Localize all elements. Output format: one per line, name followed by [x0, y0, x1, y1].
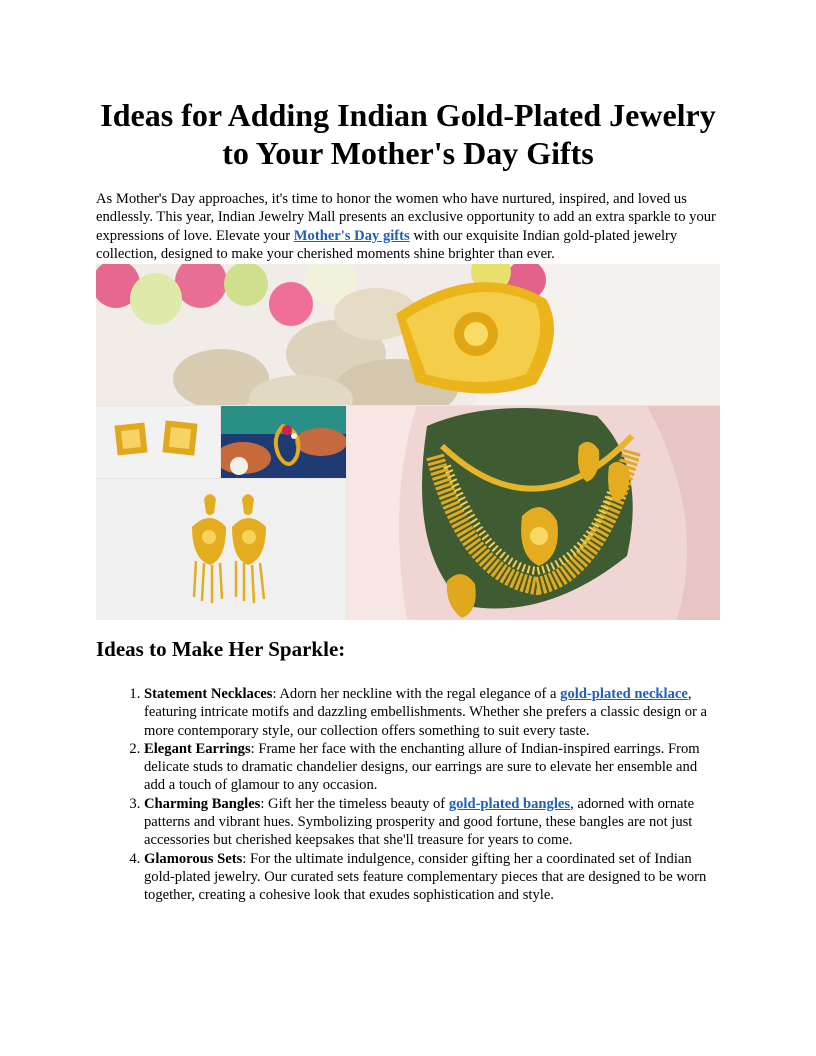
mothers-day-gifts-link[interactable]: Mother's Day gifts — [293, 227, 410, 244]
idea-text-after: , adorned with ornate patterns and vibrant hues. Symbolizing prosperity and good fortune, these bangles are not just accessories but cherished keepsakes that she'll treasure for years to come. — [144, 795, 695, 849]
idea-text: : For the ultimate indulgence, consider gifting her a coordinated set of Indian gold-plated jewelry. Our curated sets feature complementary pieces that are designed to be worn together, creating a cohesive look that exudes sophistication and style. — [144, 850, 707, 904]
necklace-set-photo — [347, 406, 720, 620]
necklace-set-photo-image — [347, 406, 720, 620]
bangle-photo — [96, 264, 720, 405]
gold-plated-bangles-link[interactable]: gold-plated bangles — [448, 795, 571, 812]
idea-term: Statement Necklaces — [144, 686, 273, 702]
list-item — [144, 740, 720, 795]
stud-earrings-photo — [96, 406, 220, 478]
idea-text: : Frame her face with the enchanting allure of Indian-inspired earrings. From delicate studs to dramatic chandelier designs, our earrings are sure to elevate her ensemble and add a touch of glamour to any occasion. — [144, 740, 700, 794]
idea-term: Elegant Earrings — [144, 740, 251, 757]
idea-text: : Gift her the timeless beauty of — [260, 795, 449, 812]
idea-text: : Adorn her neckline with the regal elegance of a — [272, 686, 561, 702]
list-item — [144, 795, 720, 850]
list-item — [144, 850, 720, 905]
section-heading: Ideas to Make Her Sparkle: — [96, 637, 346, 661]
chandelier-earrings-photo — [96, 479, 346, 620]
nose-ring-photo — [221, 406, 346, 478]
intro-paragraph — [96, 190, 720, 263]
intro-text-after: with our exquisite Indian gold-plated jewelry collection, designed to make your cherished moments shine brighter than ever. — [96, 227, 678, 262]
page-title: Ideas for Adding Indian Gold-Plated Jewelry to Your Mother's Day Gifts — [100, 97, 716, 171]
ideas-list — [96, 685, 720, 905]
stud-earrings-photo-image — [96, 406, 220, 478]
gold-plated-necklace-link[interactable]: gold-plated necklace — [560, 686, 688, 702]
chandelier-earrings-photo-image — [96, 479, 346, 620]
nose-ring-photo-image — [221, 406, 346, 478]
intro-text-before: As Mother's Day approaches, it's time to honor the women who have nurtured, inspired, and loved us endlessly. This year, Indian Jewelry Mall presents an exclusive opportunity to add an extra sparkle to your expressions of love. Elevate your — [96, 191, 716, 244]
list-item — [144, 685, 720, 740]
idea-text-after: , featuring intricate motifs and dazzling embellishments. Whether she prefers a classic design or a more contemporary style, our collection offers something to suit every taste. — [144, 686, 708, 739]
bangle-photo-image — [96, 264, 720, 405]
idea-term: Charming Bangles — [144, 795, 261, 812]
jewelry-photo-collage — [96, 264, 720, 620]
idea-term: Glamorous Sets — [144, 850, 243, 867]
